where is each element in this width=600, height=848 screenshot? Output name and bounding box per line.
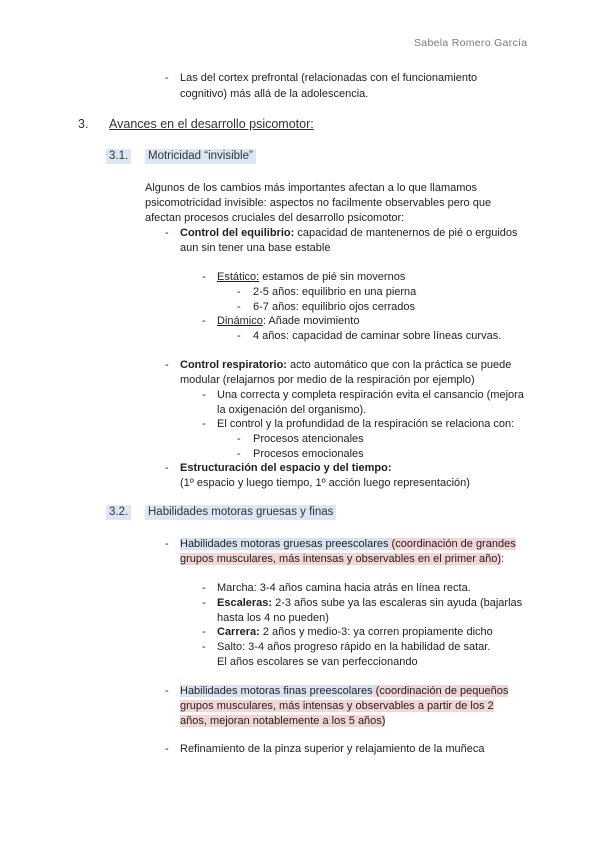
dash-marker: - (202, 641, 206, 653)
text-line: Las del cortex prefrontal (relacionadas con el funcionamiento (180, 72, 478, 84)
list-item: 6-7 años: equilibrio ojos cerrados (253, 301, 416, 313)
finas-line: Habilidades motoras finas preescolares (coordinación de pequeños (180, 685, 509, 697)
dash-marker: - (165, 227, 169, 239)
list-item: Carrera: 2 años y medio-3: ya corren propiamente dicho (217, 626, 493, 638)
dash-marker: - (202, 418, 206, 430)
dash-marker: - (202, 271, 206, 283)
subsection-heading: 3.1. (106, 150, 131, 162)
equilibrio-line: Control del equilibrio: capacidad de mantenernos de pié o erguidos (180, 227, 518, 239)
dash-marker: - (237, 448, 241, 460)
list-item: Escaleras: 2-3 años sube ya las escaleras sin ayuda (bajarlas (217, 597, 523, 609)
dash-marker: - (165, 72, 169, 84)
equilibrio-line2: aun sin tener una base estable (180, 242, 331, 254)
author-header: Sabela Romero García (414, 37, 528, 49)
list-item: Una correcta y completa respiración evita el cansancio (mejora (217, 389, 524, 401)
list-item: 2-5 años: equilibrio en una pierna (253, 286, 417, 298)
list-item: Procesos emocionales (253, 448, 364, 460)
dash-marker: - (165, 462, 169, 474)
text-line: cognitivo) más allá de la adolescencia. (180, 88, 369, 100)
list-item: 4 años: capacidad de caminar sobre líneas curvas. (253, 330, 502, 342)
intro-line: psicomotricidad invisible: aspectos no facilmente observables pero que (145, 197, 492, 209)
section-number: 3. (78, 117, 89, 131)
respiratorio-line2: modular (relajarnos por medio de la respiración por ejemplo) (180, 374, 475, 386)
subsection-title: Motricidad “invisible” (145, 150, 256, 162)
section-title: Avances en el desarrollo psicomotor: (109, 117, 314, 131)
finas-line3: años, mejoran notablemente a los 5 años) (180, 715, 386, 727)
subsection-heading: 3.2. (106, 506, 131, 518)
dash-marker: - (165, 685, 169, 697)
subsection-title: Habilidades motoras gruesas y finas (145, 506, 336, 518)
estructuracion-line2: (1º espacio y luego tiempo, 1º acción luego representación) (180, 477, 470, 489)
finas-line2: grupos musculares, más intensas y observables a partir de los 2 (180, 700, 494, 712)
respiratorio-line: Control respiratorio: acto automático que con la práctica se puede (180, 359, 512, 371)
gruesas-line2: grupos musculares, más intensas y observables en el primer año): (180, 553, 505, 565)
dash-marker: - (202, 315, 206, 327)
estatico-line: Estático: estamos de pié sin movernos (217, 271, 406, 283)
dash-marker: - (202, 597, 206, 609)
gruesas-line: Habilidades motoras gruesas preescolares (coordinación de grandes (180, 538, 516, 550)
dash-marker: - (237, 433, 241, 445)
dash-marker: - (237, 301, 241, 313)
dash-marker: - (202, 582, 206, 594)
list-item: Salto: 3-4 años progreso rápido en la habilidad de satar. (217, 641, 491, 653)
dash-marker: - (165, 743, 169, 755)
dash-marker: - (165, 538, 169, 550)
intro-line: Algunos de los cambios más importantes afectan a lo que llamamos (145, 182, 478, 194)
dash-marker: - (237, 286, 241, 298)
pinza-line: Refinamiento de la pinza superior y relajamiento de la muñeca (180, 743, 485, 755)
dash-marker: - (202, 389, 206, 401)
list-item: la oxigenación del organismo). (217, 404, 367, 416)
dash-marker: - (202, 626, 206, 638)
list-item: hasta los 4 no pueden) (217, 612, 329, 624)
dash-marker: - (165, 359, 169, 371)
estructuracion-line: Estructuración del espacio y del tiempo: (180, 462, 392, 474)
list-item: Marcha: 3-4 años camina hacia atrás en línea recta. (217, 582, 471, 594)
list-item: El años escolares se van perfeccionando (217, 656, 418, 668)
dash-marker: - (237, 330, 241, 342)
list-item: Procesos atencionales (253, 433, 364, 445)
list-item: El control y la profundidad de la respiración se relaciona con: (217, 418, 515, 430)
dinamico-line: Dinámico: Añade movimiento (217, 315, 360, 327)
intro-line: afectan procesos cruciales del desarrollo psicomotor: (145, 212, 405, 224)
